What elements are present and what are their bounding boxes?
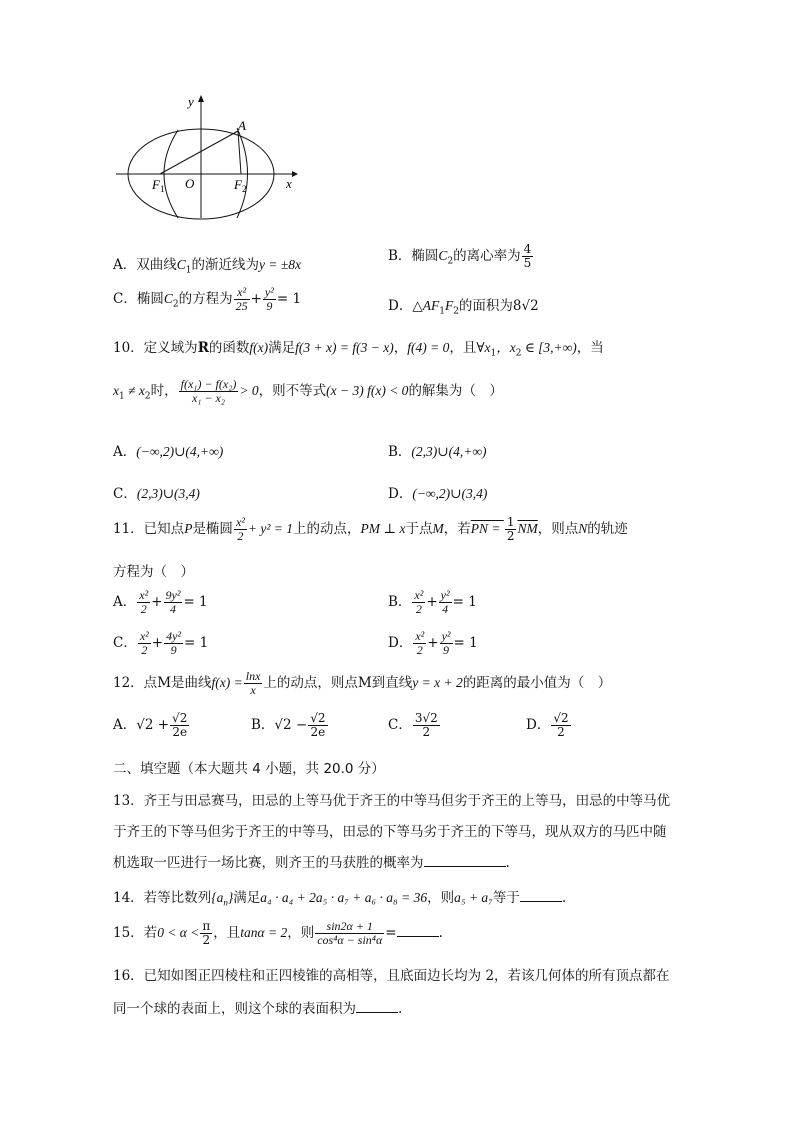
q14-answer-blank[interactable] [520,901,562,902]
q10-option-b: B．(2,3)∪(4,+∞) [388,444,487,460]
q10-option-d: D．(−∞,2)∪(3,4) [388,486,488,502]
q13-answer-blank[interactable] [424,866,506,867]
q16-line1: 16．已知如图正四棱柱和正四棱锥的高相等，且底面边长均为 2，若该几何体的所有顶点都在 [113,968,670,984]
q13-line1: 13．齐王与田忌赛马，田忌的上等马优于齐王的中等马但劣于齐王的上等马，田忌的中等马优 [113,793,671,809]
q13-line2: 于齐王的下等马但劣于齐王的中等马，田忌的下等马劣于齐王的下等马，现从双方的马匹中随 [113,824,667,840]
q10-option-c: C．(2,3)∪(3,4) [113,486,200,502]
label-y: y [188,94,194,109]
q10-option-a: A．(−∞,2)∪(4,+∞) [113,444,224,460]
q10-stem-line1: 10．定义域为R的函数f(x)满足f(3 + x) = f(3 − x)，f(4) = 0，且$\forall x_1$，$x_2$ ∈ [3,+∞)，当 [113,340,604,359]
q11-option-c: C． $\frac{\text{x²}}{2}$ + $\frac{\text{4y²}}{9}$ = 1 [113,629,209,657]
q12-option-d: D． $\frac{√2}{2}$ [526,711,569,739]
y-axis-arrow [198,95,204,102]
q9-option-c: C．椭圆$C_2$的方程为 $\frac{\text{x²}}{25}$ + $\frac{\text{y²}}{9}$ = 1 [113,285,302,313]
q12-option-b: B．√2 − $\frac{√2}{2e}$ [251,711,326,739]
q9-option-b: B．椭圆$C_2$的离心率为 $\frac{4}{5}$ [388,242,532,270]
q12-option-c: C． $\frac{3√2}{2}$ [388,711,438,739]
q14-stem: 14．若等比数列$\{a_n\}$满足a₄ · a₄ + 2a₅ · a₇ + a₆ · a₈ = 36，则a₅ + a₇等于 . [113,890,567,908]
q10-stem-line2: $x_1 \ne x_2$时， $\frac{\text{f(x₁) − f(x₂)}}{\text{x₁ − x₂}}$ > 0，则不等式(x − 3) f(x) < 0的解集为（ ） [113,377,503,405]
q11-option-d: D． $\frac{\text{x²}}{2}$ + $\frac{\text{y²}}{9}$ = 1 [388,629,478,657]
segment-f1-a [160,131,238,174]
ellipse-hyperbola-figure [112,92,302,222]
q15-stem: 15．若0 < α < $\frac{\pi}{2}$ ，且tanα = 2，则 $\frac{\sin 2\alpha + 1}{\text{cos⁴α − sin⁴α}}$ = . [113,919,443,947]
label-f1: $F_1$ [152,177,165,194]
q11-option-a: A． $\frac{\text{x²}}{2}$ + $\frac{\text{9y²}}{4}$ = 1 [113,588,208,616]
q12-option-a: A．√2 + $\frac{√2}{2e}$ [113,711,188,739]
q9-option-a: A．双曲线$C_1$的渐近线为y = ±8x [113,257,302,276]
label-o: O [185,176,195,191]
x-axis-arrow [292,171,298,177]
q15-answer-blank[interactable] [397,936,439,937]
section-2-heading: 二、填空题（本大题共 4 小题，共 20.0 分） [113,761,385,777]
q16-answer-blank[interactable] [356,1012,398,1013]
label-a: A [238,118,246,133]
label-f2: $F_2$ [234,177,247,194]
q13-line3: 机选取一匹进行一场比赛，则齐王的马获胜的概率为 . [113,855,510,871]
q12-stem: 12．点M是曲线f(x) = $\frac{\ln x}{x}$ 上的动点，则点M到直线y = x + 2的距离的最小值为（ ） [113,669,612,697]
q11-stem-line1: 11．已知点P是椭圆 $\frac{\text{x²}}{2}$ + y² = 1上的动点，PM ⊥ x于点M，若PN = $\frac{1}{2}$ $\overline{NM}$，则点N的轨迹 [113,515,628,543]
q11-stem-line2: 方程为（ ） [113,564,194,580]
q9-option-d: D．$\triangle AF_1F_2$的面积为8√2 [388,298,539,317]
q11-option-b: B． $\frac{\text{x²}}{2}$ + $\frac{\text{y²}}{4}$ = 1 [388,588,477,616]
label-x: x [286,176,292,191]
q16-line2: 同一个球的表面上，则这个球的表面积为 . [113,1001,403,1017]
